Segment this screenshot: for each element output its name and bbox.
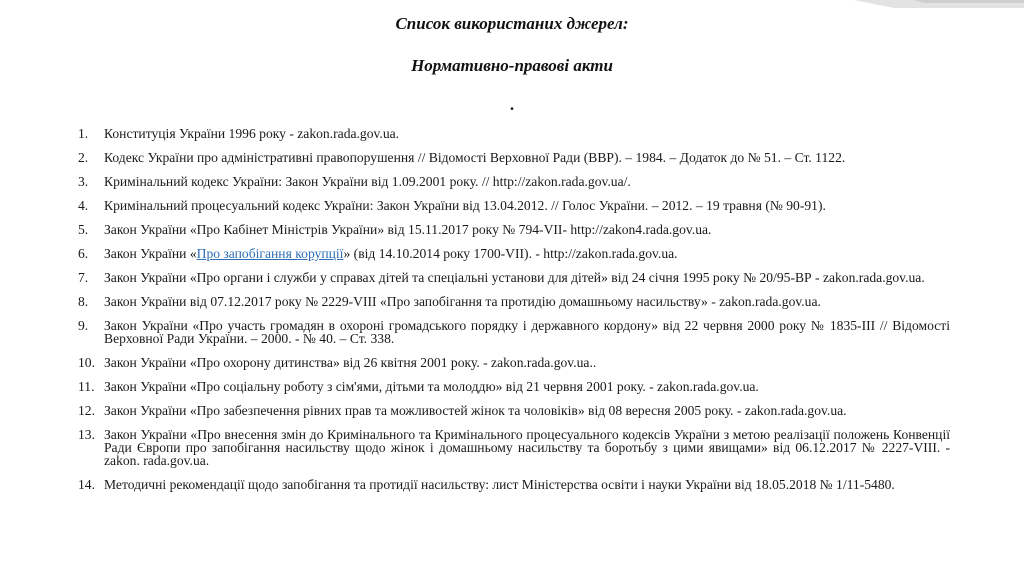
list-item: 7. Закон України «Про органи і служби у справах дітей та спеціальні установи для дітей» від 24 січня 1995 року № 20/95-ВР - zakon.rada.gov.ua. [78,270,925,285]
list-item: 8. Закон України від 07.12.2017 року № 2229-VIII «Про запобігання та протидію домашньому насильству» - zakon.rada.gov.ua. [78,294,821,309]
list-item: 5. Закон України «Про Кабінет Міністрів України» від 15.11.2017 року № 794-VII- http://zakon4.rada.gov.ua. [78,222,712,237]
list-item: 4. Кримінальний процесуальний кодекс України: Закон України від 13.04.2012. // Голос України. – 2012. – 19 травня (№ 90-91). [78,198,826,213]
page-subtitle: Нормативно-правові акти [411,56,613,75]
separator-dot: . [509,95,515,114]
reference-list [78,127,950,502]
list-item: 10. Закон України «Про охорону дитинства» від 26 квітня 2001 року. - zakon.rada.gov.ua.. [78,355,597,370]
law-link-corruption[interactable]: Про запобігання корупції [196,246,344,261]
list-item: 6. Закон України «Про запобігання корупції» (від 14.10.2014 року 1700-VII). - http://zakon.rada.gov.ua. [78,246,678,261]
list-item: 3. Кримінальний кодекс України: Закон України від 1.09.2001 року. // http://zakon.rada.gov.ua/. [78,174,631,189]
list-item: 9. Закон України «Про участь громадян в охороні громадського порядку і державного кордону» від 22 червня 2000 року № 1835-III // Відомості Верховної Ради України. – 2000. - № 40. – Ст. 338. [78,318,950,346]
list-item: 14. Методичні рекомендації щодо запобігання та протидії насильству: лист Міністерства освіти і науки України від 18.05.2018 № 1/11-5480. [78,477,895,492]
list-item: 12. Закон України «Про забезпечення рівних прав та можливостей жінок та чоловіків» від 08 вересня 2005 року. - zakon.rada.gov.ua. [78,403,847,418]
page-title: Список використаних джерел: [395,14,629,33]
list-item: 2. Кодекс України про адміністративні правопорушення // Відомості Верховної Ради (ВВР). – 1984. – Додаток до № 51. – Ст. 1122. [78,150,846,165]
top-decoration [854,0,1024,8]
list-item: 11. Закон України «Про соціальну роботу з сім'ями, дітьми та молоддю» від 21 червня 2001 року. - zakon.rada.gov.ua. [78,379,759,394]
list-item: 13. Закон України «Про внесення змін до Кримінального та Кримінального процесуального кодексів України з метою реалізації положень Конвенції Ради Європи про запобігання насильству щодо жінок і домашньому насильству та боротьбу з цими явищами» від 06.12.2017 № 2227-VIII. - zakon. rada.gov.ua. [78,427,950,468]
list-item: 1. Конституція України 1996 року - zakon.rada.gov.ua. [78,126,400,141]
